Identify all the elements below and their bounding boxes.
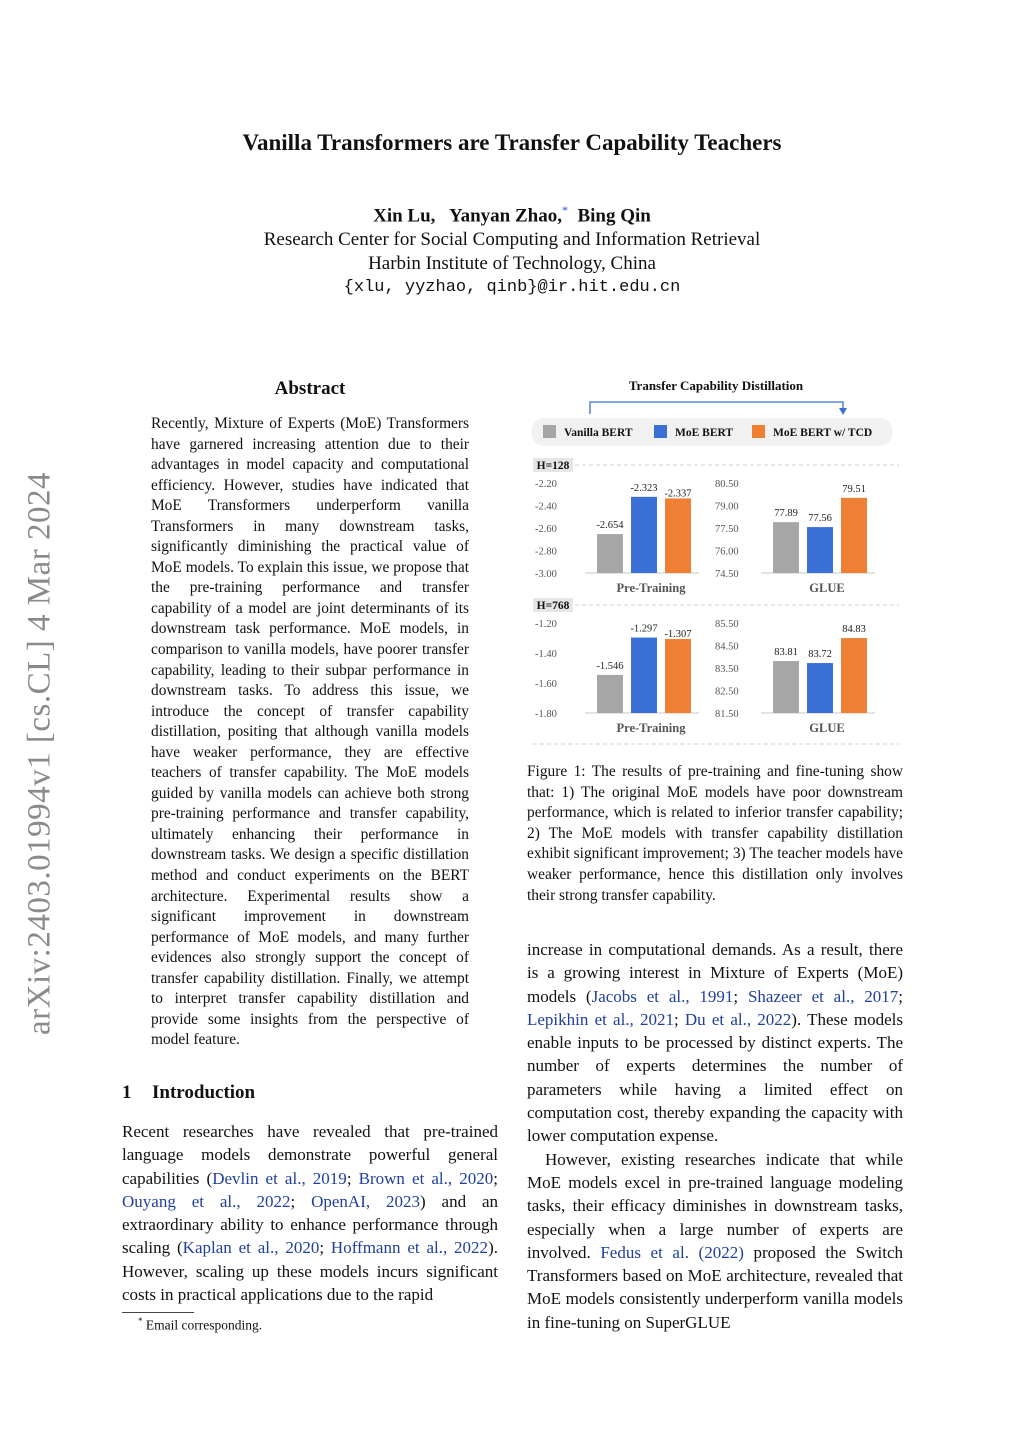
bar xyxy=(841,638,867,713)
y-tick-label: -2.80 xyxy=(535,546,557,558)
y-tick-label: 81.50 xyxy=(715,709,739,720)
author-name: Bing Qin xyxy=(577,205,651,227)
row-label: H=128 xyxy=(536,460,570,472)
affiliation-line: Research Center for Social Computing and Information Retrieval xyxy=(263,229,761,250)
y-tick-label: 80.50 xyxy=(715,479,739,490)
citation-link[interactable]: Ouyang et al., 2022 xyxy=(122,1191,291,1211)
citation-link[interactable]: Devlin et al., 2019 xyxy=(212,1168,347,1188)
legend-label: Vanilla BERT xyxy=(564,427,633,439)
citation-link[interactable]: Lepikhin et al., 2021 xyxy=(527,1009,674,1029)
bar-value-label: -1.297 xyxy=(630,623,658,635)
y-tick-label: -1.40 xyxy=(535,649,557,660)
bar xyxy=(631,638,657,713)
bar xyxy=(773,661,799,713)
bar xyxy=(807,527,833,573)
y-tick-label: 83.50 xyxy=(715,664,739,675)
body-text: ; xyxy=(898,986,903,1006)
bar-value-label: 83.81 xyxy=(774,647,798,659)
legend-swatch xyxy=(654,425,667,438)
citation-link[interactable]: Du et al., 2022 xyxy=(684,1009,792,1029)
x-axis-label: GLUE xyxy=(809,581,845,595)
body-text: increase in computational demands. As a result, there is a growing interest in Mixture of Experts (MoE) models ( xyxy=(527,940,903,1006)
right-column-text xyxy=(527,938,903,1334)
body-text: ; xyxy=(319,1238,331,1258)
y-tick-label: 77.50 xyxy=(715,524,739,535)
section-title: Introduction xyxy=(152,1082,256,1103)
row-label: H=768 xyxy=(536,600,570,612)
citation-link[interactable]: Shazeer et al., 2017 xyxy=(747,986,899,1006)
footnote-mark: * xyxy=(138,1316,143,1326)
bar-value-label: -2.337 xyxy=(664,488,692,500)
body-text: ; xyxy=(290,1191,312,1211)
tcd-bracket-line xyxy=(590,402,843,414)
bar-value-label: 77.56 xyxy=(808,513,832,525)
body-text: ; xyxy=(493,1168,498,1188)
author-email: {xlu, yyzhao, qinb}@ir.hit.edu.cn xyxy=(343,278,681,297)
x-axis-label: GLUE xyxy=(809,721,845,735)
body-text: proposed the Switch Transformers based on MoE architecture, revealed that MoE models consistently underperform vanilla models in fine-tuning on SuperGLUE xyxy=(527,1242,903,1332)
legend-swatch xyxy=(543,425,556,438)
author-name: Yanyan Zhao, xyxy=(448,205,562,227)
body-text: ) and an extraordinary ability to enhance performance through scaling ( xyxy=(122,1191,498,1258)
y-tick-label: -1.20 xyxy=(535,619,557,630)
bar xyxy=(665,498,691,573)
footnote xyxy=(138,1316,262,1334)
legend-swatch xyxy=(752,425,765,438)
legend-label: MoE BERT w/ TCD xyxy=(773,427,873,439)
paper-title: Vanilla Transformers are Transfer Capability Teachers xyxy=(242,130,782,155)
body-text: ; xyxy=(346,1168,359,1188)
bar-value-label: -2.323 xyxy=(630,482,658,494)
bar xyxy=(841,498,867,573)
bar xyxy=(597,675,623,713)
chart-title: Transfer Capability Distillation xyxy=(628,378,804,393)
bar-value-label: 77.89 xyxy=(774,508,798,520)
y-tick-label: 85.50 xyxy=(715,619,739,630)
citation-link[interactable]: Brown et al., 2020 xyxy=(358,1168,494,1188)
y-tick-label: 79.00 xyxy=(715,501,739,513)
y-tick-label: -2.20 xyxy=(535,479,557,490)
bar-value-label: -2.654 xyxy=(596,520,624,532)
citation-link[interactable]: OpenAI, 2023 xyxy=(311,1191,420,1211)
abstract-text: Recently, Mixture of Experts (MoE) Transformers have garnered increasing attention due to their advantages in model capacity and computational efficiency. However, studies have indicated that MoE Transformers underperform vanilla Transformers in many downstream tasks, significantly diminishing the practical value of MoE models. To explain this issue, we propose that the pre-training performance and transfer capability of a model are joint determinants of its downstream task performance. MoE models, in comparison to vanilla models, have poorer transfer capability, leading to their subpar performance in downstream tasks. To address this issue, we introduce the concept of transfer capability distillation, positing that although vanilla models have weaker performance, they are effective teachers of transfer capability. The MoE models guided by vanilla models can achieve both strong pre-training performance and transfer capability, ultimately enhancing their performance in downstream tasks. We design a specific distillation method and conduct experiments on the BERT architecture. Experimental results show a significant improvement in downstream performance of MoE models, and many further evidences also strongly support the concept of transfer capability distillation. Finally, we attempt to interpret transfer capability distillation and provide some insights from the perspective of model feature. xyxy=(151,415,469,1049)
affiliation-line: Harbin Institute of Technology, China xyxy=(368,253,656,274)
body-paragraph xyxy=(527,938,903,1148)
bar-value-label: -1.307 xyxy=(664,629,692,641)
citation-link[interactable]: Jacobs et al., 1991 xyxy=(591,986,734,1006)
y-tick-label: -1.60 xyxy=(535,679,557,690)
bar xyxy=(807,663,833,713)
intro-paragraph xyxy=(122,1120,498,1306)
author-name: Xin Lu, xyxy=(373,205,436,227)
y-tick-label: -3.00 xyxy=(535,569,557,580)
x-axis-label: Pre-Training xyxy=(616,581,686,595)
y-tick-label: 76.00 xyxy=(715,546,739,558)
bar-value-label: 79.51 xyxy=(842,483,866,495)
bar xyxy=(665,639,691,713)
section-heading xyxy=(122,1082,255,1104)
y-tick-label: -2.60 xyxy=(535,524,557,535)
figure-caption: Figure 1: The results of pre-training and fine-tuning show that: 1) The original MoE models have poor downstream performance, which is related to inferior transfer capability; 2) The MoE models with transfer capability distillation exhibit significant improvement; 3) The teacher models have weaker performance, hence this distillation only involves their strong transfer capability. xyxy=(527,763,903,904)
abstract-heading: Abstract xyxy=(274,378,346,399)
figure-1-chart xyxy=(527,372,905,750)
body-text: ; xyxy=(733,986,748,1006)
y-tick-label: -1.80 xyxy=(535,709,557,720)
bar xyxy=(773,522,799,573)
legend-label: MoE BERT xyxy=(675,427,734,439)
body-text: However, existing researches indicate that while MoE models excel in pre-trained language modeling tasks, their efficacy diminishes in downstream tasks, especially when a large number of experts are involved. xyxy=(527,1149,903,1262)
x-axis-label: Pre-Training xyxy=(616,721,686,735)
body-text: ). However, scaling up these models incurs significant costs in practical applications due to the rapid xyxy=(122,1238,498,1305)
bar-value-label: 83.72 xyxy=(808,649,832,661)
y-tick-label: -2.40 xyxy=(535,501,557,513)
y-tick-label: 82.50 xyxy=(715,686,739,698)
citation-link[interactable]: Fedus et al. (2022) xyxy=(600,1242,744,1262)
body-text: ). These models enable inputs to be processed by distinct experts. The number of experts determines the number of parameters while having a limited effect on computation cost, thereby expanding the capacity with lower computation expense. xyxy=(527,1009,903,1146)
footnote-divider xyxy=(122,1312,194,1313)
section-number: 1 xyxy=(122,1082,132,1103)
body-text: ; xyxy=(673,1009,685,1029)
y-tick-label: 84.50 xyxy=(715,641,739,653)
bar-value-label: -1.546 xyxy=(596,660,624,672)
body-paragraph xyxy=(527,1148,903,1334)
body-text: Recent researches have revealed that pre-trained language models demonstrate powerful general capabilities ( xyxy=(122,1122,498,1188)
citation-link[interactable]: Hoffmann et al., 2022 xyxy=(330,1238,489,1258)
tcd-bracket-arrow xyxy=(839,408,847,415)
bar xyxy=(631,497,657,573)
footnote-text: Email corresponding. xyxy=(145,1317,263,1333)
bar xyxy=(597,534,623,573)
bar-value-label: 84.83 xyxy=(842,624,866,636)
author-line xyxy=(0,203,1024,227)
citation-link[interactable]: Kaplan et al., 2020 xyxy=(182,1238,320,1258)
y-tick-label: 74.50 xyxy=(715,569,739,580)
footnote-marker[interactable]: * xyxy=(561,203,568,217)
arxiv-stamp: arXiv:2403.01994v1 [cs.CL] 4 Mar 2024 xyxy=(21,472,58,1035)
